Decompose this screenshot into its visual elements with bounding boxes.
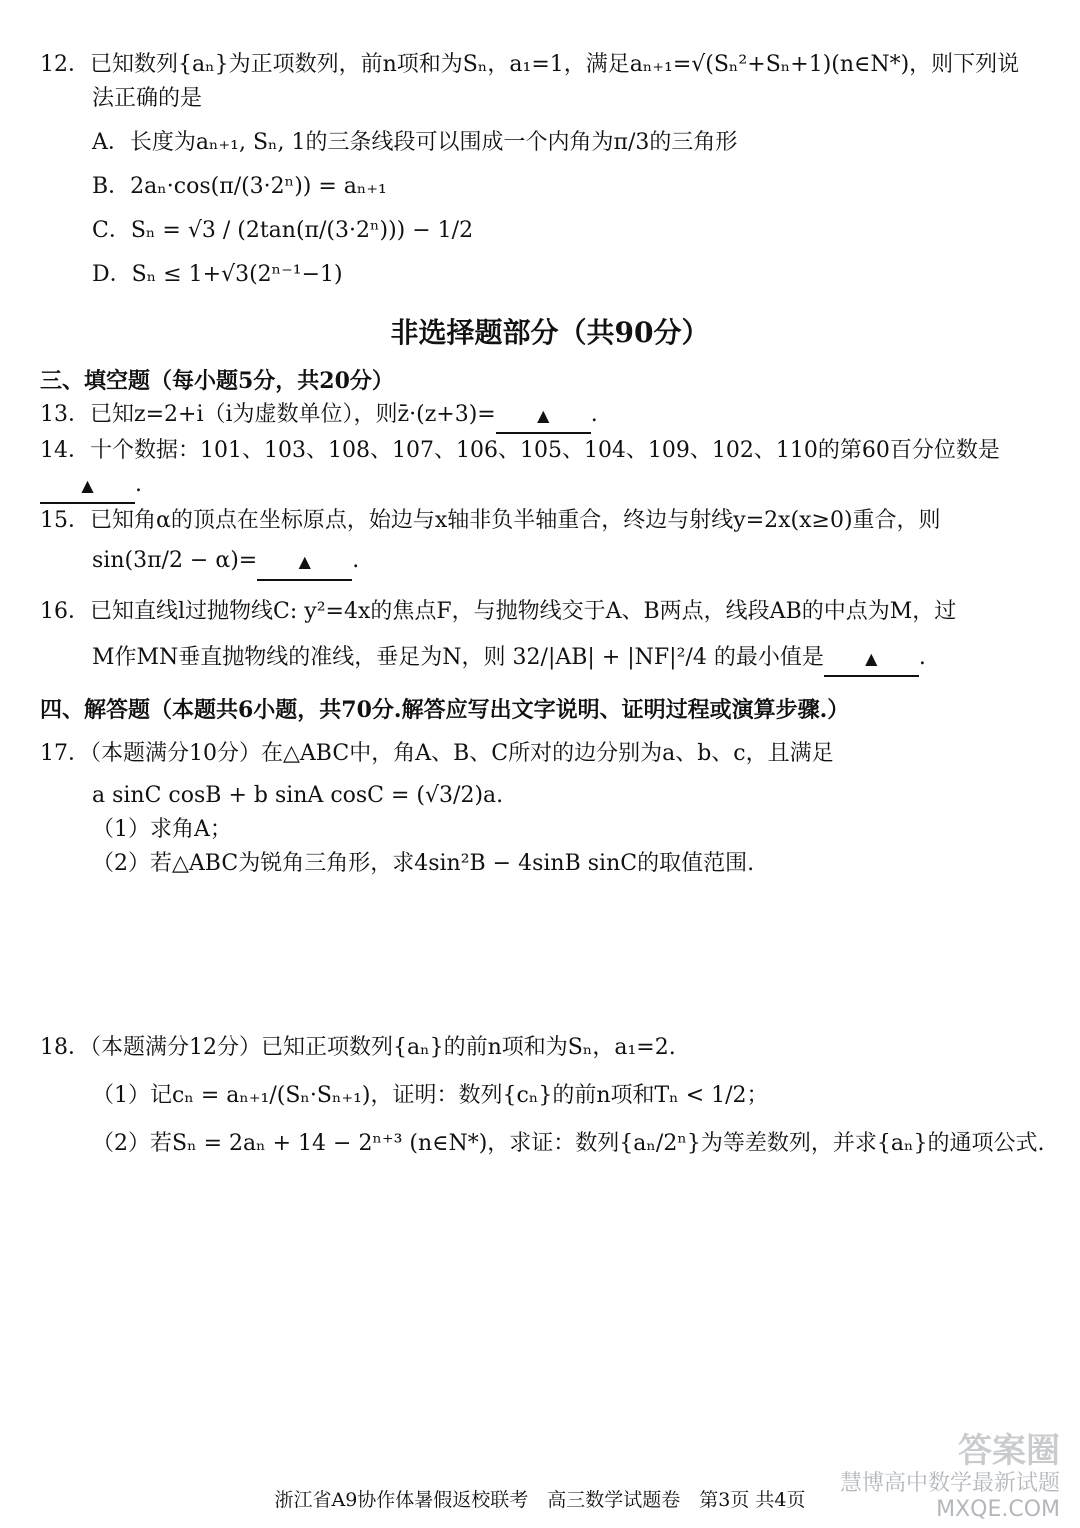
section-title: 非选择题部分（共90分） (390, 315, 710, 349)
answer-blank (824, 641, 919, 677)
question-12-stem: 12．已知数列{aₙ}为正项数列，前n项和为Sₙ，a₁=1，满足aₙ₊₁=√(Sₙ²+Sₙ+1)(n∈N*)，则下列说 (40, 52, 1020, 77)
watermark (840, 1432, 1060, 1522)
question-13-end: . (590, 402, 598, 428)
question-16-line1: 16．已知直线l过抛物线C: y²=4x的焦点F，与抛物线交于A、B两点，线段AB的中点为M，过 (40, 598, 957, 624)
question-12-option-b: B．2aₙ·cos(π/(3·2ⁿ)) = aₙ₊₁ (92, 174, 387, 200)
question-17-sub2: （2）若△ABC为锐角三角形，求4sin²B − 4sinB sinC的取值范围. (92, 851, 755, 877)
watermark-line1: 慧博高中数学最新试题 (839, 1471, 1060, 1497)
question-15-text: sin(3π/2 − α)= (92, 548, 258, 574)
question-18-line1: 18．（本题满分12分）已知正项数列{aₙ}的前n项和为Sₙ，a₁=2. (40, 1035, 676, 1061)
question-17-sub1: （1）求角A； (92, 816, 232, 842)
question-16-end: . (918, 644, 926, 670)
triangle-marker: ▲ (865, 648, 878, 668)
triangle-marker: ▲ (298, 552, 311, 572)
question-15-end: . (352, 548, 360, 574)
part-4-title: 四、解答题（本题共6小题，共70分.解答应写出文字说明、证明过程或演算步骤.） (40, 696, 850, 723)
answer-blank (40, 468, 135, 504)
watermark-logo: 答案圈 (958, 1431, 1060, 1472)
answer-space (40, 881, 1060, 1031)
answer-blank (496, 398, 591, 434)
question-14 (40, 434, 1060, 504)
question-12-option-a: A．长度为aₙ₊₁, Sₙ, 1的三条线段可以围成一个内角为π/3的三角形 (92, 130, 738, 156)
question-18-sub2: （2）若Sₙ = 2aₙ + 14 − 2ⁿ⁺³ (n∈N*)，求证：数列{aₙ/2ⁿ}为等差数列，并求{aₙ}的通项公式. (92, 1131, 1045, 1157)
question-16-text: M作MN垂直抛物线的准线，垂足为N，则 32/|AB| + |NF|²/4 的最小值是 (92, 644, 824, 670)
question-17-line2: a sinC cosB + b sinA cosC = (√3/2)a. (92, 782, 504, 808)
question-15-line1: 15．已知角α的顶点在坐标原点，始边与x轴非负半轴重合，终边与射线y=2x(x≥0)重合，则 (40, 508, 941, 534)
question-13-text: 13．已知z=2+i（i为虚数单位），则z̄·(z+3)= (40, 402, 496, 428)
exam-page (40, 48, 1060, 1161)
watermark-line2: MXQE.COM (936, 1496, 1060, 1522)
question-12-option-c: C．Sₙ = √3 / (2tan(π/(3·2ⁿ))) − 1/2 (92, 218, 474, 244)
question-14-end: . (135, 472, 142, 498)
triangle-marker: ▲ (537, 406, 550, 426)
question-17-line1: 17．（本题满分10分）在△ABC中，角A、B、C所对的边分别为a、b、c，且满足 (40, 740, 834, 766)
question-13 (40, 398, 1060, 434)
answer-blank (257, 544, 352, 580)
question-14-text: 14．十个数据：101、103、108、107、106、105、104、109、102、110的第60百分位数是 (40, 438, 1000, 464)
part-3-title: 三、填空题（每小题5分，共20分） (40, 367, 394, 394)
triangle-marker: ▲ (81, 476, 94, 496)
question-15-line2 (40, 544, 1060, 580)
question-18-sub1: （1）记cₙ = aₙ₊₁/(Sₙ·Sₙ₊₁)，证明：数列{cₙ}的前n项和Tₙ < 1/2； (92, 1083, 769, 1109)
question-16-line2 (40, 641, 1060, 677)
question-12-stem-cont: 法正确的是 (92, 86, 203, 112)
page-footer: 浙江省A9协作体暑假返校联考 高三数学试题卷 第3页 共4页 (274, 1489, 806, 1511)
question-12-option-d: D．Sₙ ≤ 1+√3(2ⁿ⁻¹−1) (92, 262, 343, 288)
